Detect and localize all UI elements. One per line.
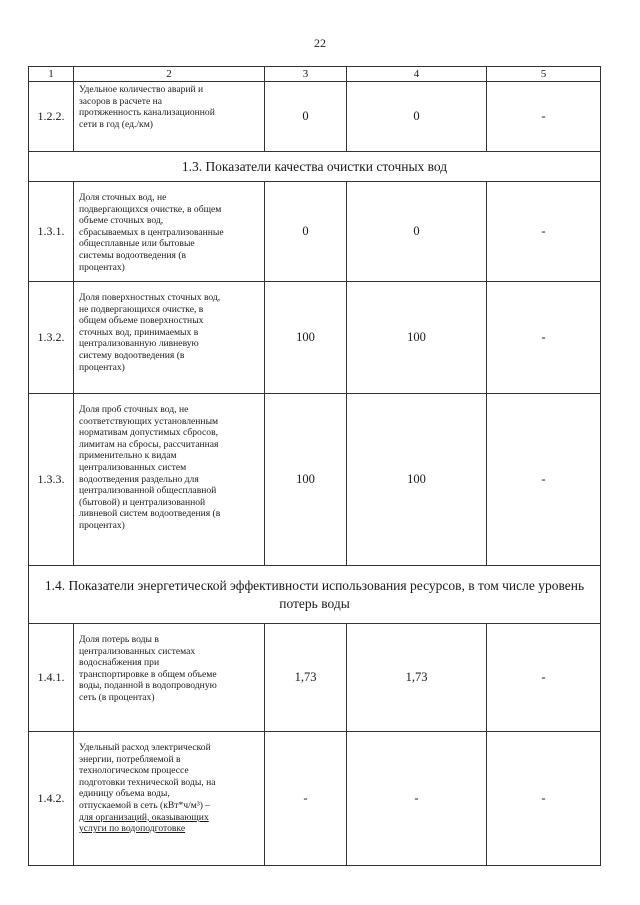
description-line: Доля проб сточных вод, не <box>79 404 189 415</box>
description-line: сточных вод, принимаемых в <box>79 326 199 338</box>
description-line: объеме сточных вод, <box>79 215 164 227</box>
description-line: соответствующих установленным <box>79 415 219 427</box>
indicator-description <box>74 282 265 394</box>
value-cell-c3: 100 <box>265 282 347 394</box>
description-line: водоотведения раздельно для <box>79 473 199 485</box>
indicators-table <box>28 66 601 866</box>
description-line: лимитам на сбросы, рассчитанная <box>79 438 219 450</box>
value-cell-c3: 100 <box>265 394 347 566</box>
description-line: не подвергающихся очистке, в <box>79 303 204 315</box>
value-cell-c5: - <box>487 732 601 866</box>
description-line: централизованных системах <box>79 645 196 657</box>
description-line: энергии, потребляемой в <box>79 753 181 765</box>
description-line: воды, поданной в водопроводную <box>79 680 217 692</box>
description-line: сеть (в процентах) <box>79 691 155 703</box>
value-cell-c5: - <box>487 82 601 152</box>
section-row <box>29 152 601 182</box>
description-line: водоснабжения при <box>79 657 160 669</box>
description-line: применительно к видам <box>79 450 177 462</box>
value-cell-c3: 0 <box>265 182 347 282</box>
value-cell-c3: 1,73 <box>265 624 347 732</box>
table-header-row <box>29 67 601 82</box>
value-cell-c4: 0 <box>347 182 487 282</box>
indicator-description <box>74 394 265 566</box>
indicator-description <box>74 624 265 732</box>
value-cell-c4: - <box>347 732 487 866</box>
column-header: 1 <box>29 67 74 82</box>
value-cell-c5: - <box>487 394 601 566</box>
row-number: 1.2.2. <box>29 82 74 152</box>
table-row <box>29 282 601 394</box>
value-cell-c4: 100 <box>347 282 487 394</box>
description-line: подготовки технической воды, на <box>79 776 216 788</box>
description-line: ливневой систем водоотведения (в <box>79 508 221 520</box>
section-title: 1.3. Показатели качества очистки сточных вод <box>29 152 601 182</box>
description-line: услуги по водоподготовке <box>79 823 186 835</box>
row-number: 1.3.1. <box>29 182 74 282</box>
column-header: 4 <box>347 67 487 82</box>
table-row <box>29 182 601 282</box>
description-line: нормативам допустимых сбросов, <box>79 427 219 439</box>
description-line: централизованную ливневую <box>79 338 199 350</box>
description-line: сбрасываемых в централизованные <box>79 226 224 238</box>
value-cell-c5: - <box>487 624 601 732</box>
value-cell-c5: - <box>487 182 601 282</box>
table-row <box>29 624 601 732</box>
description-line: единицу объема воды, <box>79 788 170 800</box>
description-line: протяженность канализационной <box>79 107 215 119</box>
description-line: (бытовой) и централизованной <box>79 496 206 508</box>
description-line: процентах) <box>79 519 125 531</box>
description-line: подвергающихся очистке, в общем <box>79 203 222 215</box>
description-line: общесплавные или бытовые <box>79 238 195 250</box>
description-line: систему водоотведения (в <box>79 349 185 361</box>
column-header: 5 <box>487 67 601 82</box>
description-line: технологическом процессе <box>79 765 189 777</box>
row-number: 1.3.2. <box>29 282 74 394</box>
row-number: 1.4.2. <box>29 732 74 866</box>
value-cell-c3: - <box>265 732 347 866</box>
indicator-description <box>74 732 265 866</box>
description-line: системы водоотведения (в <box>79 249 187 261</box>
description-line: сети в год (ед./км) <box>79 118 153 130</box>
column-header: 2 <box>74 67 265 82</box>
description-line: централизованных систем <box>79 461 187 473</box>
description-line: общем объеме поверхностных <box>79 315 204 327</box>
table-row <box>29 82 601 152</box>
value-cell-c4: 1,73 <box>347 624 487 732</box>
section-row <box>29 566 601 624</box>
description-line: отпускаемой в сеть (кВт*ч/м³) – <box>79 799 211 811</box>
column-header: 3 <box>265 67 347 82</box>
description-line: транспортировке в общем объеме <box>79 668 217 680</box>
description-line: Удельное количество аварий и <box>79 84 204 95</box>
description-line: Доля сточных вод, не <box>79 192 167 203</box>
table-row <box>29 732 601 866</box>
description-line: Удельный расход электрической <box>79 742 211 753</box>
page-number: 22 <box>314 36 326 50</box>
indicator-description <box>74 82 265 152</box>
value-cell-c5: - <box>487 282 601 394</box>
description-line: централизованной общесплавной <box>79 485 217 497</box>
description-line: Доля потерь воды в <box>79 634 159 645</box>
description-line: засоров в расчете на <box>79 95 162 107</box>
description-line: для организаций, оказывающих <box>79 811 209 823</box>
row-number: 1.3.3. <box>29 394 74 566</box>
description-line: Доля поверхностных сточных вод, <box>79 292 221 303</box>
indicator-description <box>74 182 265 282</box>
description-line: процентах) <box>79 361 125 373</box>
description-line: процентах) <box>79 261 125 273</box>
value-cell-c4: 100 <box>347 394 487 566</box>
table-row <box>29 394 601 566</box>
row-number: 1.4.1. <box>29 624 74 732</box>
section-title: 1.4. Показатели энергетической эффективности использования ресурсов, в том числе уровень потерь воды <box>29 566 601 624</box>
value-cell-c4: 0 <box>347 82 487 152</box>
value-cell-c3: 0 <box>265 82 347 152</box>
